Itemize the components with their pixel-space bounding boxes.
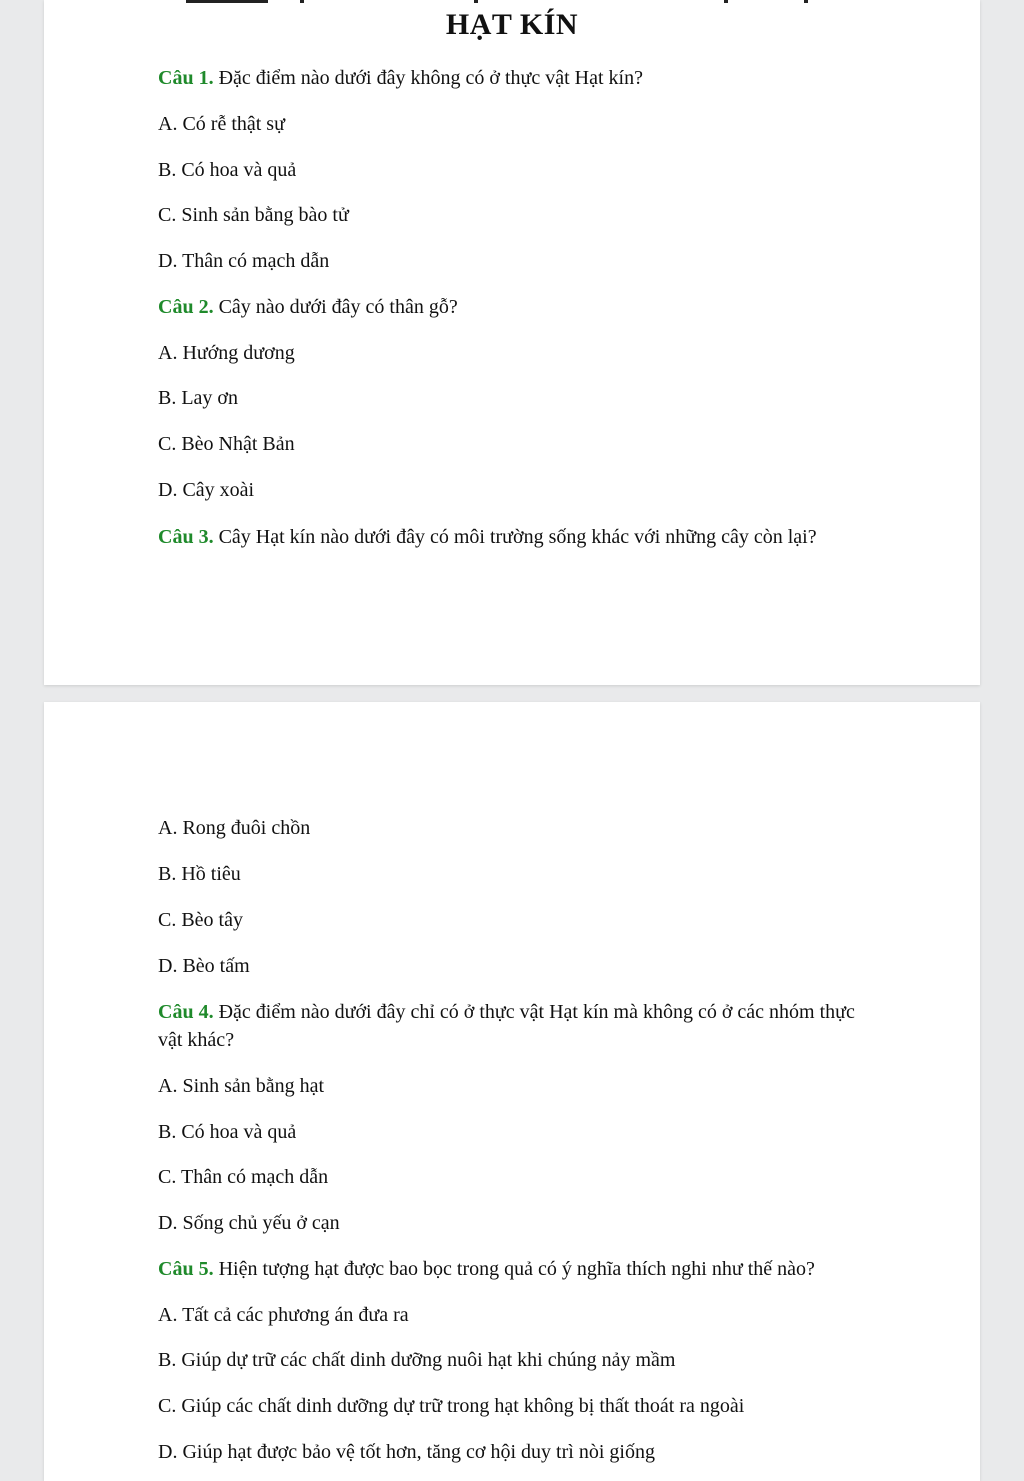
cut-off-heading-fragment (44, 0, 980, 4)
option-2c: C. Bèo Nhật Bản (158, 433, 295, 455)
question-5 (158, 1255, 878, 1283)
option-1a: A. Có rễ thật sự (158, 113, 285, 135)
question-2 (158, 293, 878, 321)
question-text: Đặc điểm nào dưới đây không có ở thực vật Hạt kín? (218, 67, 643, 89)
option-4b: B. Có hoa và quả (158, 1121, 297, 1143)
option-3b: B. Hồ tiêu (158, 863, 241, 885)
question-text: Đặc điểm nào dưới đây chỉ có ở thực vật Hạt kín mà không có ở các nhóm thực vật khác? (158, 1001, 855, 1051)
option-2a: A. Hướng dương (158, 342, 295, 364)
option-5b: B. Giúp dự trữ các chất dinh dưỡng nuôi hạt khi chúng nảy mầm (158, 1349, 676, 1371)
page-title: HẠT KÍN (445, 8, 579, 41)
option-1d: D. Thân có mạch dẫn (158, 250, 330, 272)
option-2b: B. Lay ơn (158, 387, 239, 409)
question-number: Câu 5. (158, 1258, 214, 1280)
question-text: Cây nào dưới đây có thân gỗ? (218, 296, 458, 318)
document-page-1 (44, 0, 980, 685)
option-3a: A. Rong đuôi chồn (158, 817, 311, 839)
question-number: Câu 2. (158, 296, 214, 318)
question-1 (158, 64, 878, 92)
option-2d: D. Cây xoài (158, 479, 255, 501)
option-1b: B. Có hoa và quả (158, 159, 297, 181)
question-4 (158, 998, 878, 1054)
option-5a: A. Tất cả các phương án đưa ra (158, 1304, 409, 1326)
option-3d: D. Bèo tấm (158, 955, 250, 977)
option-4a: A. Sinh sản bằng hạt (158, 1075, 325, 1097)
question-text: Cây Hạt kín nào dưới đây có môi trường sống khác với những cây còn lại? (218, 526, 817, 548)
option-4c: C. Thân có mạch dẫn (158, 1166, 329, 1188)
question-3 (158, 523, 878, 551)
option-3c: C. Bèo tây (158, 909, 243, 931)
document-page-2 (44, 702, 980, 1481)
question-text: Hiện tượng hạt được bao bọc trong quả có ý nghĩa thích nghi như thế nào? (218, 1258, 815, 1280)
question-number: Câu 1. (158, 67, 214, 89)
option-1c: C. Sinh sản bằng bào tử (158, 204, 349, 226)
question-number: Câu 3. (158, 526, 214, 548)
question-number: Câu 4. (158, 1001, 214, 1023)
option-4d: D. Sống chủ yếu ở cạn (158, 1212, 340, 1234)
option-5c: C. Giúp các chất dinh dưỡng dự trữ trong hạt không bị thất thoát ra ngoài (158, 1395, 745, 1417)
option-5d: D. Giúp hạt được bảo vệ tốt hơn, tăng cơ hội duy trì nòi giống (158, 1441, 655, 1463)
